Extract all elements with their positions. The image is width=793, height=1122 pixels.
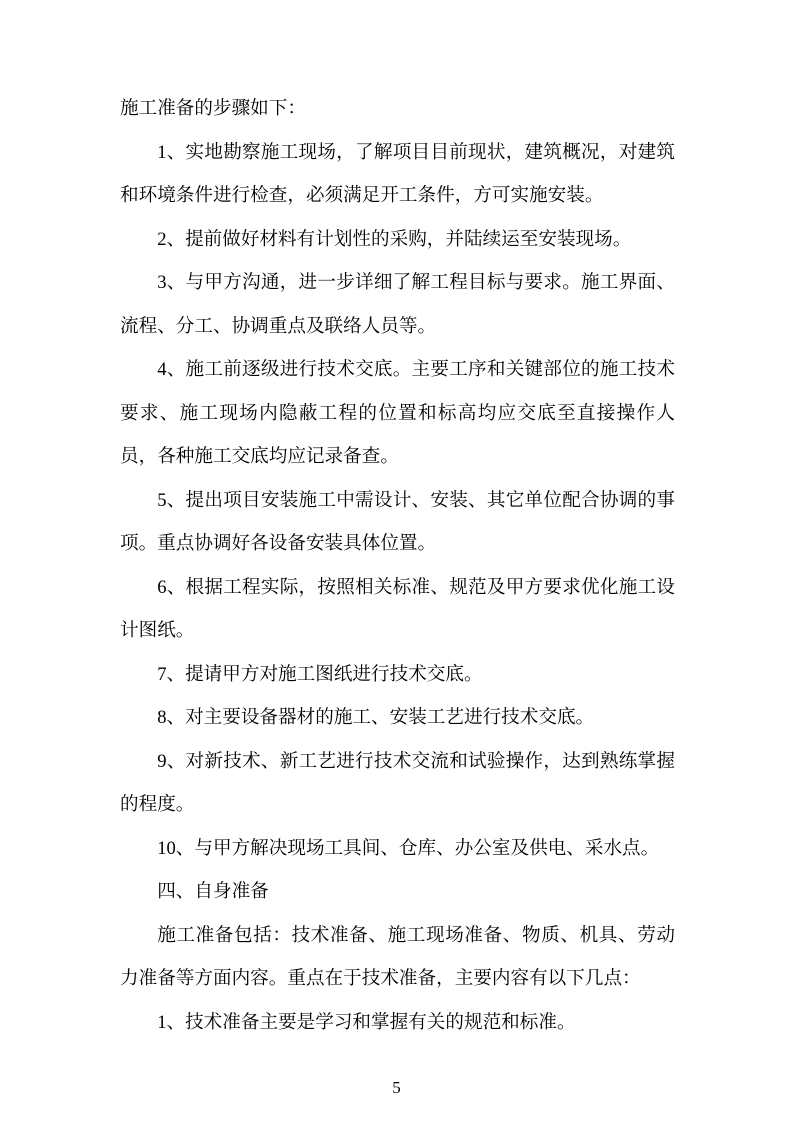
paragraph-step-6: 6、根据工程实际，按照相关标准、规范及甲方要求优化施工设计图纸。 — [120, 576, 675, 641]
paragraph-step-9: 9、对新技术、新工艺进行技术交流和试验操作，达到熟练掌握的程度。 — [120, 750, 675, 815]
section-heading-self-preparation: 四、自身准备 — [157, 881, 269, 902]
paragraph-intro: 施工准备的步骤如下： — [120, 98, 306, 119]
document-body — [120, 87, 675, 1044]
page-footer — [0, 1078, 793, 1098]
paragraph-step-4: 4、施工前逐级进行技术交底。主要工序和关键部位的施工技术要求、施工现场内隐蔽工程的位置和标高均应交底至直接操作人员，各种施工交底均应记录备查。 — [120, 359, 675, 467]
paragraph-preparation-overview: 施工准备包括：技术准备、施工现场准备、物质、机具、劳动力准备等方面内容。重点在于技术准备，主要内容有以下几点： — [120, 924, 675, 989]
paragraph-step-3: 3、与甲方沟通，进一步详细了解工程目标与要求。施工界面、流程、分工、协调重点及联络人员等。 — [120, 272, 675, 337]
paragraph-technical-preparation-1: 1、技术准备主要是学习和掌握有关的规范和标准。 — [157, 1011, 576, 1033]
paragraph-step-5: 5、提出项目安装施工中需设计、安装、其它单位配合协调的事项。重点协调好各设备安装具体位置。 — [120, 489, 675, 554]
paragraph-step-10: 10、与甲方解决现场工具间、仓库、办公室及供电、采水点。 — [157, 837, 660, 859]
paragraph-step-2: 2、提前做好材料有计划性的采购，并陆续运至安装现场。 — [157, 228, 632, 250]
page-number: 5 — [392, 1078, 401, 1097]
paragraph-step-8: 8、对主要设备器材的施工、安装工艺进行技术交底。 — [157, 707, 595, 728]
paragraph-step-7: 7、提请甲方对施工图纸进行技术交底。 — [157, 663, 483, 685]
paragraph-step-1: 1、实地勘察施工现场，了解项目目前现状，建筑概况，对建筑和环境条件进行检查，必须满足开工条件，方可实施安装。 — [120, 141, 675, 206]
